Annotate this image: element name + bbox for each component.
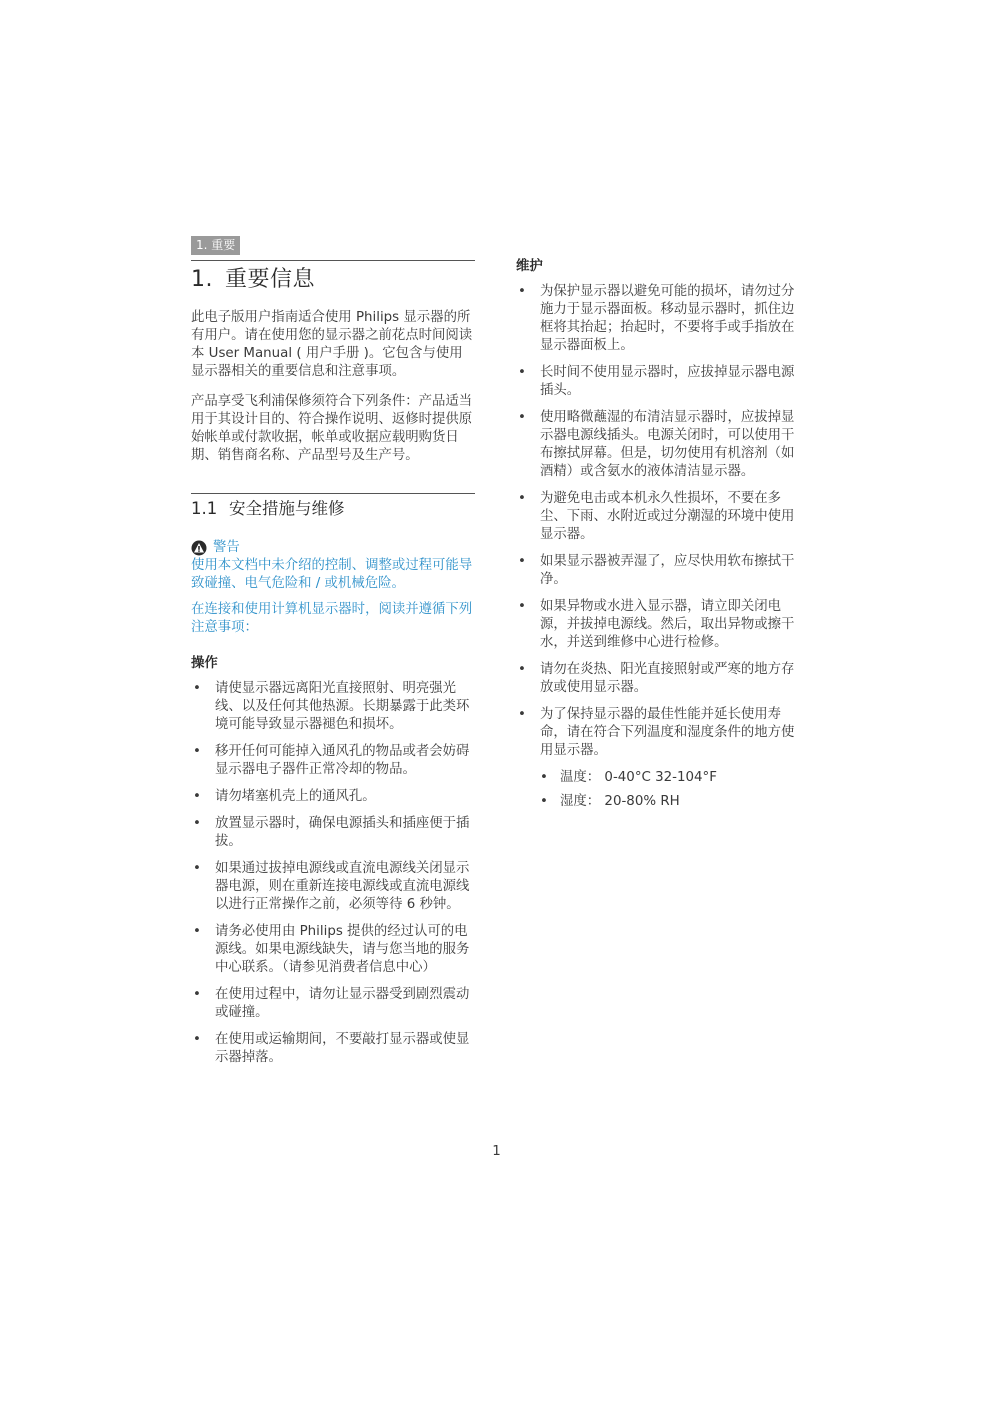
- maintenance-heading: 维护: [516, 259, 543, 274]
- list-item: [191, 1031, 475, 1067]
- condition-item: [516, 769, 800, 787]
- bullet-icon: •: [193, 861, 201, 876]
- bullet-icon: •: [193, 816, 201, 831]
- maintenance-list: [516, 283, 800, 760]
- list-item: [191, 923, 475, 977]
- list-item: [191, 680, 475, 734]
- title-text: 重要信息: [225, 267, 316, 292]
- list-item-text: 请勿在炎热、阳光直接照射或严寒的地方存放或使用显示器。: [540, 662, 795, 695]
- list-item: [191, 788, 475, 806]
- left-column: [191, 260, 475, 1076]
- section-heading: [191, 493, 475, 521]
- list-item: [516, 490, 800, 544]
- title-number: 1.: [191, 267, 213, 292]
- list-item: [516, 706, 800, 760]
- list-item: [516, 409, 800, 481]
- right-column: [516, 258, 800, 817]
- list-item-text: 为了保持显示器的最佳性能并延长使用寿命，请在符合下列温度和湿度条件的地方使用显示器。: [540, 707, 795, 758]
- list-item-text: 如果显示器被弄湿了，应尽快用软布擦拭干净。: [540, 554, 795, 587]
- list-item: [191, 986, 475, 1022]
- bullet-icon: •: [540, 794, 548, 809]
- list-item-text: 在使用或运输期间，不要敲打显示器或使显示器掉落。: [215, 1032, 470, 1065]
- list-item-text: 移开任何可能掉入通风孔的物品或者会妨碍显示器电子器件正常冷却的物品。: [215, 744, 470, 777]
- list-item-text: 请使显示器远离阳光直接照射、明亮强光线、以及任何其他热源。长期暴露于此类环境可能导致显示器褪色和损坏。: [215, 681, 470, 732]
- list-item-text: 如果通过拔掉电源线或直流电源线关闭显示器电源，则在重新连接电源线或直流电源线以进行正常操作之前，必须等待 6 秒钟。: [215, 861, 470, 912]
- page-title: [191, 260, 475, 295]
- bullet-icon: •: [518, 284, 526, 299]
- bullet-icon: •: [518, 410, 526, 425]
- section-number: 1.1: [191, 499, 218, 518]
- bullet-icon: •: [193, 744, 201, 759]
- intro-paragraph-1: 此电子版用户指南适合使用 Philips 显示器的所有用户。请在使用您的显示器之前花点时间阅读本 User Manual ( 用户手册 )。它包含与使用显示器相关的重要信息和注意事项。: [191, 310, 473, 379]
- warning-text-2: 在连接和使用计算机显示器时，阅读并遵循下列注意事项：: [191, 602, 473, 635]
- warning-text-1: 使用本文档中未介绍的控制、调整或过程可能导致碰撞、电气危险和 / 或机械危险。: [191, 558, 473, 591]
- list-item-text: 使用略微蘸湿的布清洁显示器时，应拔掉显示器电源线插头。电源关闭时，可以使用干布擦拭屏幕。但是，切勿使用有机溶剂（如酒精）或含氨水的液体清洁显示器。: [540, 410, 795, 479]
- list-item-text: 请务必使用由 Philips 提供的经过认可的电源线。如果电源线缺失，请与您当地的服务中心联系。（请参见消费者信息中心）: [215, 924, 470, 975]
- list-item-text: 请勿堵塞机壳上的通风孔。: [215, 789, 376, 804]
- bullet-icon: •: [193, 681, 201, 696]
- intro-paragraph-2: 产品享受飞利浦保修须符合下列条件：产品适当用于其设计目的、符合操作说明、返修时提供原始帐单或付款收据，帐单或收据应载明购货日期、销售商名称、产品型号及生产号。: [191, 394, 473, 463]
- operation-list: [191, 680, 475, 1067]
- list-item-text: 如果异物或水进入显示器，请立即关闭电源，并拔掉电源线。然后，取出异物或擦干水，并送到维修中心进行检修。: [540, 599, 795, 650]
- conditions-list: [516, 769, 800, 811]
- list-item: [191, 815, 475, 851]
- bullet-icon: •: [193, 924, 201, 939]
- list-item: [516, 598, 800, 652]
- list-item-text: 长时间不使用显示器时，应拔掉显示器电源插头。: [540, 365, 795, 398]
- bullet-icon: •: [193, 1032, 201, 1047]
- list-item-text: 在使用过程中，请勿让显示器受到剧烈震动或碰撞。: [215, 987, 470, 1020]
- warning-label: 警告: [213, 540, 240, 555]
- bullet-icon: •: [518, 662, 526, 677]
- bullet-icon: •: [193, 789, 201, 804]
- bullet-icon: •: [518, 365, 526, 380]
- operation-heading: 操作: [191, 656, 218, 671]
- bullet-icon: •: [518, 707, 526, 722]
- section-tab: 1. 重要: [191, 236, 240, 255]
- list-item-text: 为避免电击或本机永久性损坏，不要在多尘、下雨、水附近或过分潮湿的环境中使用显示器。: [540, 491, 795, 542]
- list-item-text: 放置显示器时，确保电源插头和插座便于插拔。: [215, 816, 470, 849]
- condition-item: [516, 793, 800, 811]
- bullet-icon: •: [518, 554, 526, 569]
- bullet-icon: •: [518, 599, 526, 614]
- condition-item-text: 湿度： 20-80% RH: [560, 794, 680, 809]
- warning-icon: [191, 540, 207, 556]
- page-number: 1: [492, 1144, 501, 1159]
- bullet-icon: •: [518, 491, 526, 506]
- list-item: [516, 553, 800, 589]
- warning-heading: [191, 539, 475, 557]
- condition-item-text: 温度： 0-40°C 32-104°F: [560, 770, 717, 785]
- bullet-icon: •: [540, 770, 548, 785]
- list-item: [191, 743, 475, 779]
- list-item: [516, 283, 800, 355]
- bullet-icon: •: [193, 987, 201, 1002]
- list-item: [516, 661, 800, 697]
- list-item: [516, 364, 800, 400]
- list-item: [191, 860, 475, 914]
- list-item-text: 为保护显示器以避免可能的损坏，请勿过分施力于显示器面板。移动显示器时，抓住边框将其抬起；抬起时，不要将手或手指放在显示器面板上。: [540, 284, 795, 353]
- section-title: 安全措施与维修: [229, 499, 345, 518]
